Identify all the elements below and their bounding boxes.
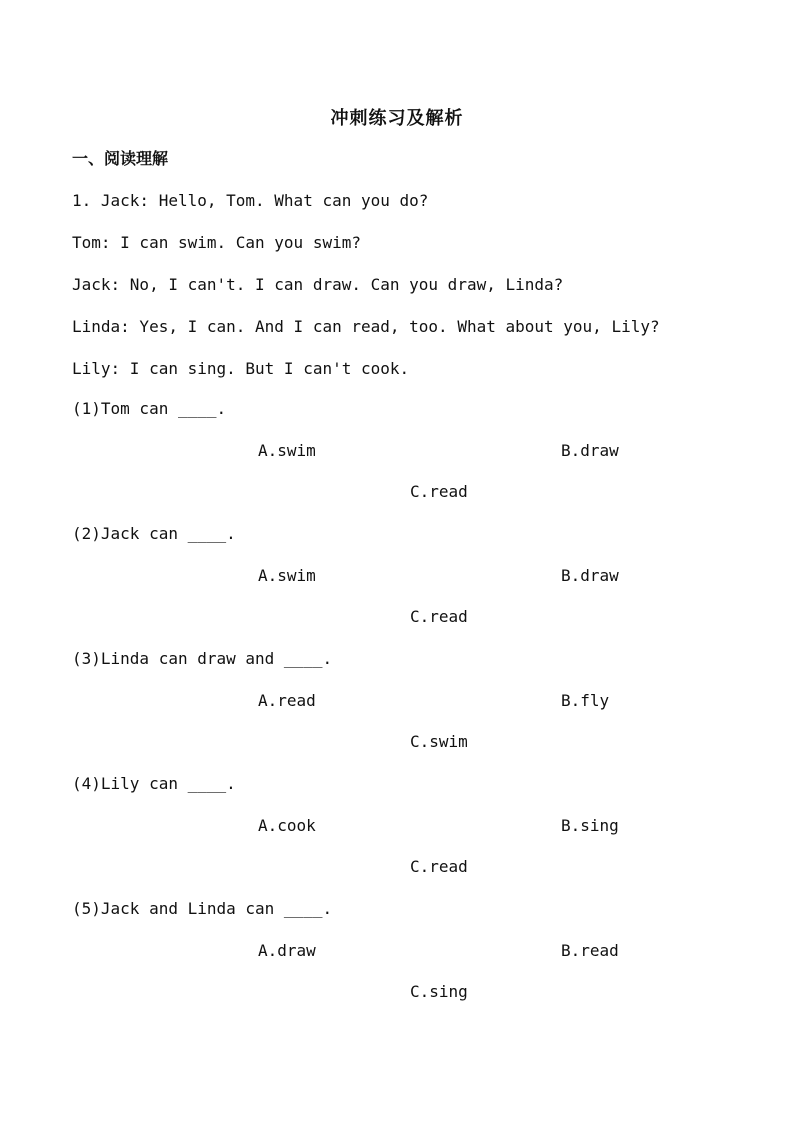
- section-heading: 一、阅读理解: [72, 149, 169, 168]
- question-stem: (4)Lily can ____.: [72, 774, 236, 793]
- question-stem: (1)Tom can ____.: [72, 399, 227, 418]
- option-row: [72, 938, 722, 980]
- page-title: 冲刺练习及解析: [330, 108, 464, 129]
- option-c: C.read: [410, 482, 468, 501]
- option-c: C.read: [410, 857, 468, 876]
- option-row: [72, 479, 722, 521]
- passage-line: 1. Jack: Hello, Tom. What can you do?: [72, 191, 429, 210]
- option-row: [72, 563, 722, 605]
- passage-line: Lily: I can sing. But I can't cook.: [72, 359, 410, 378]
- option-b: B.fly: [561, 690, 610, 710]
- option-row: [72, 813, 722, 855]
- option-c: C.read: [410, 607, 468, 626]
- question-stem: (2)Jack can ____.: [72, 524, 236, 543]
- passage-line: Tom: I can swim. Can you swim?: [72, 233, 361, 252]
- option-a: A.cook: [258, 815, 316, 835]
- question-item: [72, 896, 722, 1021]
- passage-line: Jack: No, I can't. I can draw. Can you draw, Linda?: [72, 275, 564, 294]
- option-c: C.sing: [410, 982, 468, 1001]
- option-row: [72, 438, 722, 480]
- option-row: [72, 729, 722, 771]
- question-stem: (5)Jack and Linda can ____.: [72, 899, 333, 918]
- question-item: [72, 771, 722, 896]
- option-a: A.read: [258, 690, 316, 710]
- option-b: B.read: [561, 940, 619, 960]
- question-item: [72, 396, 722, 521]
- option-b: B.draw: [561, 565, 619, 585]
- reading-passage: [72, 188, 660, 398]
- option-a: A.swim: [258, 565, 316, 585]
- option-row: [72, 854, 722, 896]
- option-c: C.swim: [410, 732, 468, 751]
- question-item: [72, 646, 722, 771]
- option-row: [72, 688, 722, 730]
- option-a: A.draw: [258, 940, 316, 960]
- question-item: [72, 521, 722, 646]
- option-b: B.sing: [561, 815, 619, 835]
- passage-line: Linda: Yes, I can. And I can read, too. What about you, Lily?: [72, 317, 660, 336]
- question-stem: (3)Linda can draw and ____.: [72, 649, 333, 668]
- option-row: [72, 604, 722, 646]
- option-b: B.draw: [561, 440, 619, 460]
- option-row: [72, 979, 722, 1021]
- option-a: A.swim: [258, 440, 316, 460]
